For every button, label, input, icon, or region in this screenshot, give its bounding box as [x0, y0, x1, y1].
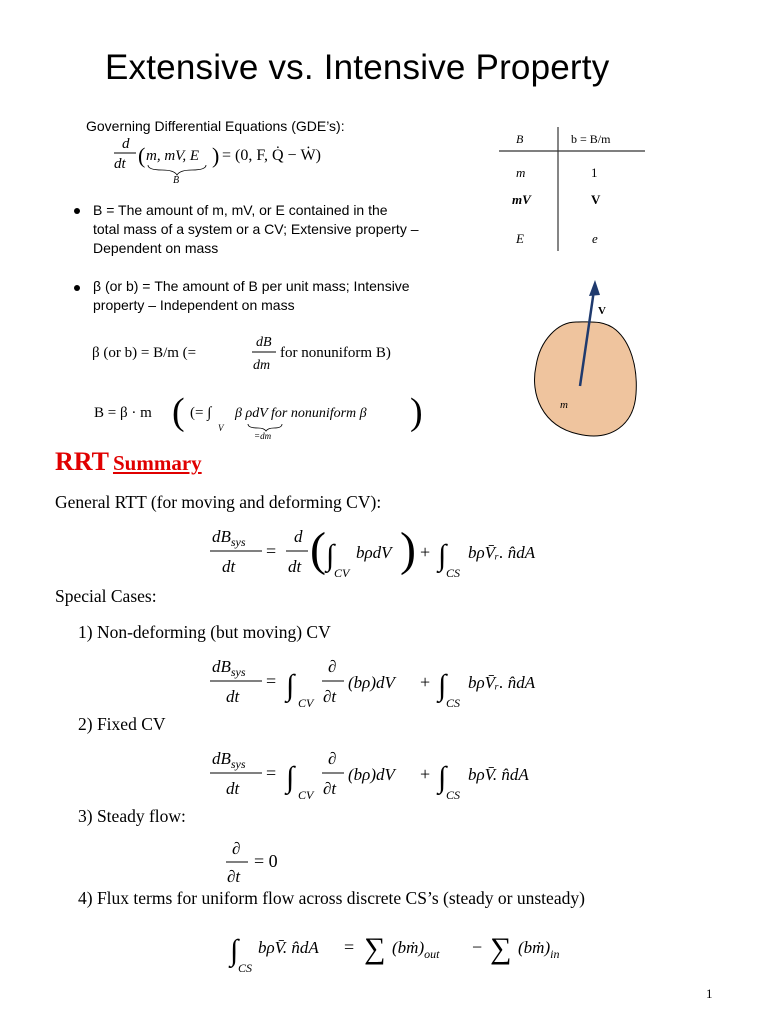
brho-term: (bρ)dV	[348, 765, 395, 784]
B-sub: V	[218, 423, 224, 433]
integral-sign: ∫	[326, 539, 335, 572]
gde-underbrace	[148, 165, 206, 175]
cv-sub: CV	[298, 696, 314, 710]
general-rtt-equation	[200, 520, 580, 584]
general-rtt-label: General RTT (for moving and deforming CV):	[55, 492, 382, 512]
beta-rhs: for nonuniform B)	[280, 345, 391, 361]
gde-heading: Governing Differential Equations (GDE’s):	[86, 118, 345, 134]
sum-in-term: $(bṁ)_{in}$	[518, 938, 560, 961]
gde-args: m, mV, E	[146, 148, 200, 164]
special-cases-label: Special Cases:	[55, 586, 157, 606]
case-1-label: 1) Non-deforming (but moving) CV	[78, 622, 331, 642]
B-under: =dm	[254, 431, 272, 441]
property-table-grid	[499, 127, 645, 255]
plus: +	[420, 542, 431, 562]
bullet-1	[93, 201, 419, 258]
bullet-1-line-3: Dependent on mass	[93, 240, 219, 256]
flux-term: bρV̄ᵣ. n̂dA	[468, 673, 536, 692]
flux-term: bρV̄. n̂dA	[468, 765, 529, 784]
dt-den: dt	[288, 557, 302, 576]
integral-sign: ∫	[286, 669, 295, 702]
integral-sign: ∫	[438, 761, 447, 794]
flux-term: bρV̄. n̂dA	[258, 938, 319, 957]
table-header-b: b = B/m	[571, 132, 611, 146]
table-cell: e	[592, 231, 598, 246]
case-4-label: 4) Flux terms for uniform flow across discrete CS’s (steady or unsteady)	[78, 888, 585, 908]
integral-sign: ∫	[286, 761, 295, 794]
mass-blob	[535, 322, 637, 436]
equals: =	[344, 937, 355, 957]
gde-rhs: = (0, F, Q̇ − Ẇ)	[222, 147, 321, 164]
sum-sign: ∑	[364, 932, 386, 965]
brho-term: (bρ)dV	[348, 673, 395, 692]
beta-den: dm	[253, 358, 271, 373]
velocity-label: V	[598, 305, 606, 317]
steady-zero: = 0	[254, 851, 278, 871]
B-open: (= ∫	[190, 405, 212, 421]
B-integrand: β ρdV for nonuniform β	[235, 406, 367, 421]
partial-num: ∂	[328, 749, 337, 768]
case-2-label: 2) Fixed CV	[78, 714, 166, 734]
rrt-heading-big: RRT	[55, 447, 109, 476]
velocity-arrowhead	[589, 280, 600, 296]
property-table	[499, 127, 645, 260]
big-paren-open: (	[310, 523, 326, 576]
cs-sub: CS	[446, 788, 461, 802]
case-4-equation	[228, 916, 608, 978]
cs-sub: CS	[238, 961, 253, 975]
sum-out-term: $(bṁ)_{out}$	[392, 938, 440, 961]
table-cell: E	[516, 231, 524, 246]
cs-sub: CS	[446, 696, 461, 710]
integral-sign: ∫	[230, 934, 239, 967]
beta-num: dB	[256, 335, 272, 350]
table-cell: m	[516, 165, 526, 180]
bullet-dot	[74, 285, 80, 291]
plus: +	[420, 764, 431, 784]
B-big-paren-close: )	[410, 391, 423, 433]
brhodV: bρdV	[356, 543, 392, 562]
cv-sub: CV	[298, 788, 314, 802]
table-cell: mV	[512, 192, 531, 207]
bullet-2-line-2: property – Independent on mass	[93, 297, 295, 313]
gde-equation	[112, 132, 372, 184]
minus: −	[472, 937, 483, 957]
dt-den: dt	[222, 557, 236, 576]
case-3-label: 3) Steady flow:	[78, 806, 186, 826]
B-lhs: B = β · m	[94, 405, 152, 421]
control-mass-figure	[528, 276, 658, 446]
partial-dt: ∂t	[227, 867, 241, 886]
page-title: Extensive vs. Intensive Property	[105, 48, 610, 87]
dBsys-num: $dB_{sys}$	[212, 527, 246, 549]
gde-paren-open: (	[138, 143, 146, 168]
case-2-equation	[200, 742, 580, 804]
plus: +	[420, 672, 431, 692]
d-num: d	[294, 527, 303, 546]
partial-num: ∂	[232, 839, 241, 858]
partial-dt: ∂t	[323, 779, 337, 798]
rrt-summary-heading	[55, 447, 202, 477]
equals: =	[266, 541, 277, 561]
bullet-1-line-2: total mass of a system or a CV; Extensive property –	[93, 221, 419, 237]
gde-d: d	[122, 136, 130, 152]
bullet-dot	[74, 208, 80, 214]
bullet-2-line-1: β (or b) = The amount of B per unit mass; Intensive	[93, 278, 410, 294]
case-3-equation	[220, 834, 340, 890]
big-paren-close: )	[400, 523, 416, 576]
gde-B: B	[173, 175, 180, 184]
integral-sign: ∫	[438, 539, 447, 572]
table-cell: V	[591, 192, 601, 207]
mass-label: m	[560, 399, 568, 411]
equals: =	[266, 671, 277, 691]
partial-dt: ∂t	[323, 687, 337, 706]
cs-sub: CS	[446, 566, 461, 580]
bullet-1-line-1: B = The amount of m, mV, or E contained in the	[93, 202, 388, 218]
beta-equation	[90, 327, 430, 375]
dt-den: dt	[226, 687, 240, 706]
rrt-heading-small: Summary	[112, 451, 202, 475]
B-underbrace	[248, 424, 282, 431]
flux-term: bρV̄ᵣ. n̂dA	[468, 543, 536, 562]
gde-dt: dt	[114, 156, 126, 172]
gde-paren-close: )	[212, 143, 220, 168]
table-header-B: B	[516, 132, 524, 146]
table-cell: 1	[591, 165, 598, 180]
bullet-2	[93, 277, 410, 315]
case-1-equation	[200, 650, 580, 712]
cv-sub: CV	[334, 566, 350, 580]
dBsys-num: $dB_{sys}$	[212, 749, 246, 771]
integral-sign: ∫	[438, 669, 447, 702]
B-big-paren-open: (	[172, 391, 185, 433]
beta-lhs: β (or b) = B/m (=	[92, 345, 197, 361]
sum-sign: ∑	[490, 932, 512, 965]
partial-num: ∂	[328, 657, 337, 676]
equals: =	[266, 763, 277, 783]
B-equation	[90, 387, 430, 441]
dt-den: dt	[226, 779, 240, 798]
dBsys-num: $dB_{sys}$	[212, 657, 246, 679]
page-number: 1	[706, 986, 713, 1001]
